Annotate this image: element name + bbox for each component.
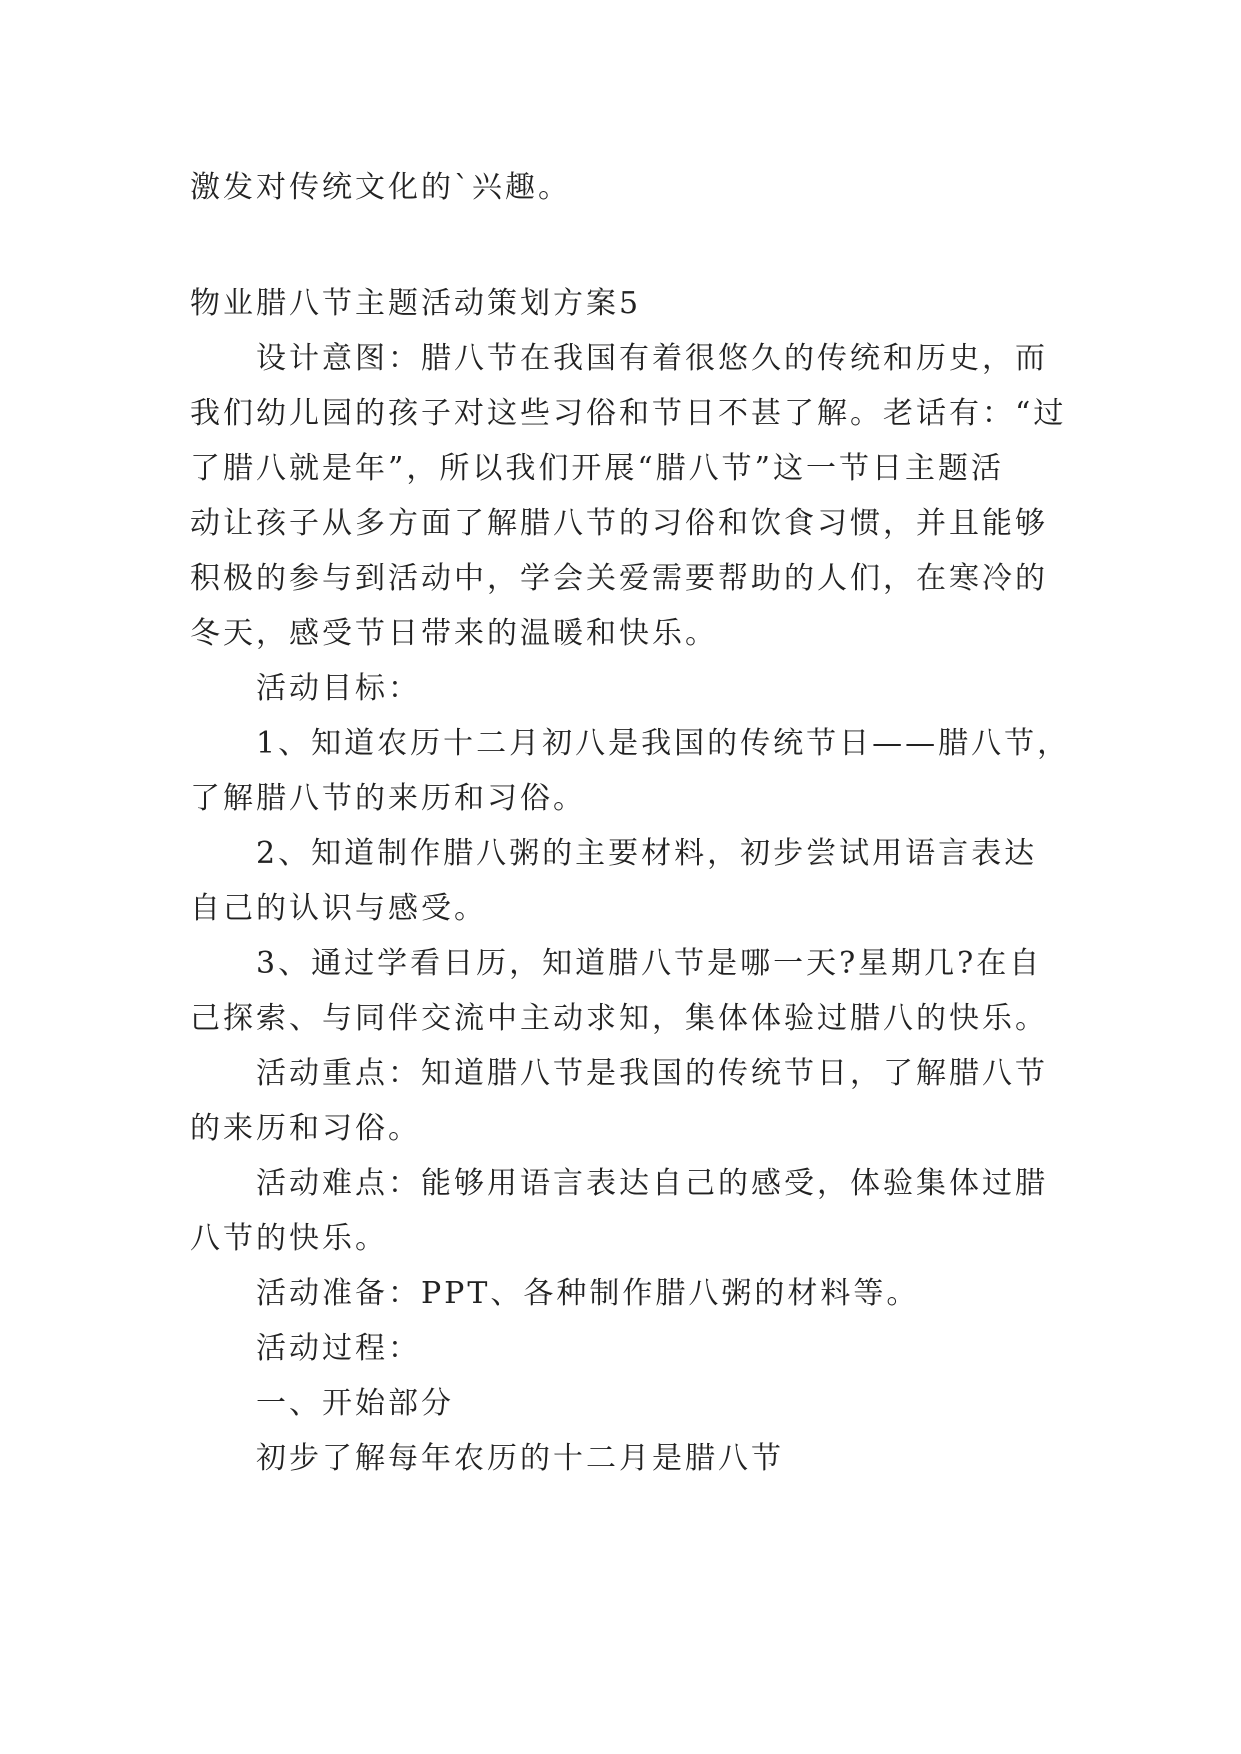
text-line: 的来历和习俗。: [190, 1111, 421, 1146]
text-line: 自己的认识与感受。: [190, 891, 487, 926]
text-line: 活动过程：: [256, 1331, 421, 1366]
text-line: 了腊八就是年”，所以我们开展“腊八节”这一节日主题活: [190, 451, 1005, 486]
text-line: 我们幼儿园的孩子对这些习俗和节日不甚了解。老话有：“过: [190, 396, 1067, 431]
intro-paragraph: [190, 160, 1060, 215]
text-line: 初步了解每年农历的十二月是腊八节: [256, 1441, 784, 1476]
text-line: 了解腊八节的来历和习俗。: [190, 781, 586, 816]
text-line: 八节的快乐。: [190, 1221, 388, 1256]
text-line: 活动重点：知道腊八节是我国的传统节日，了解腊八节: [256, 1056, 1048, 1091]
text-line: 活动目标：: [256, 671, 421, 706]
text-line: 己探索、与同伴交流中主动求知，集体体验过腊八的快乐。: [190, 1001, 1048, 1036]
text-line: 活动准备：PPT、各种制作腊八粥的材料等。: [256, 1276, 920, 1311]
text-line: 1、知道农历十二月初八是我国的传统节日——腊八节，: [256, 726, 1071, 761]
body-text: [190, 276, 1071, 1486]
text-line: 一、开始部分: [256, 1386, 454, 1421]
section-title: 物业腊八节主题活动策划方案5: [190, 286, 642, 321]
text-line: 活动难点：能够用语言表达自己的感受，体验集体过腊: [256, 1166, 1048, 1201]
text-line: 2、知道制作腊八粥的主要材料，初步尝试用语言表达: [256, 836, 1038, 871]
text-line: 3、通过学看日历，知道腊八节是哪一天?星期几?在自: [256, 946, 1043, 981]
text-line: 设计意图：腊八节在我国有着很悠久的传统和历史，而: [256, 341, 1048, 376]
text-line: 动让孩子从多方面了解腊八节的习俗和饮食习惯，并且能够: [190, 506, 1048, 541]
text-line: 积极的参与到活动中，学会关爱需要帮助的人们，在寒冷的: [190, 561, 1048, 596]
text-line: 冬天，感受节日带来的温暖和快乐。: [190, 616, 718, 651]
intro-line: 激发对传统文化的`兴趣。: [190, 170, 571, 205]
